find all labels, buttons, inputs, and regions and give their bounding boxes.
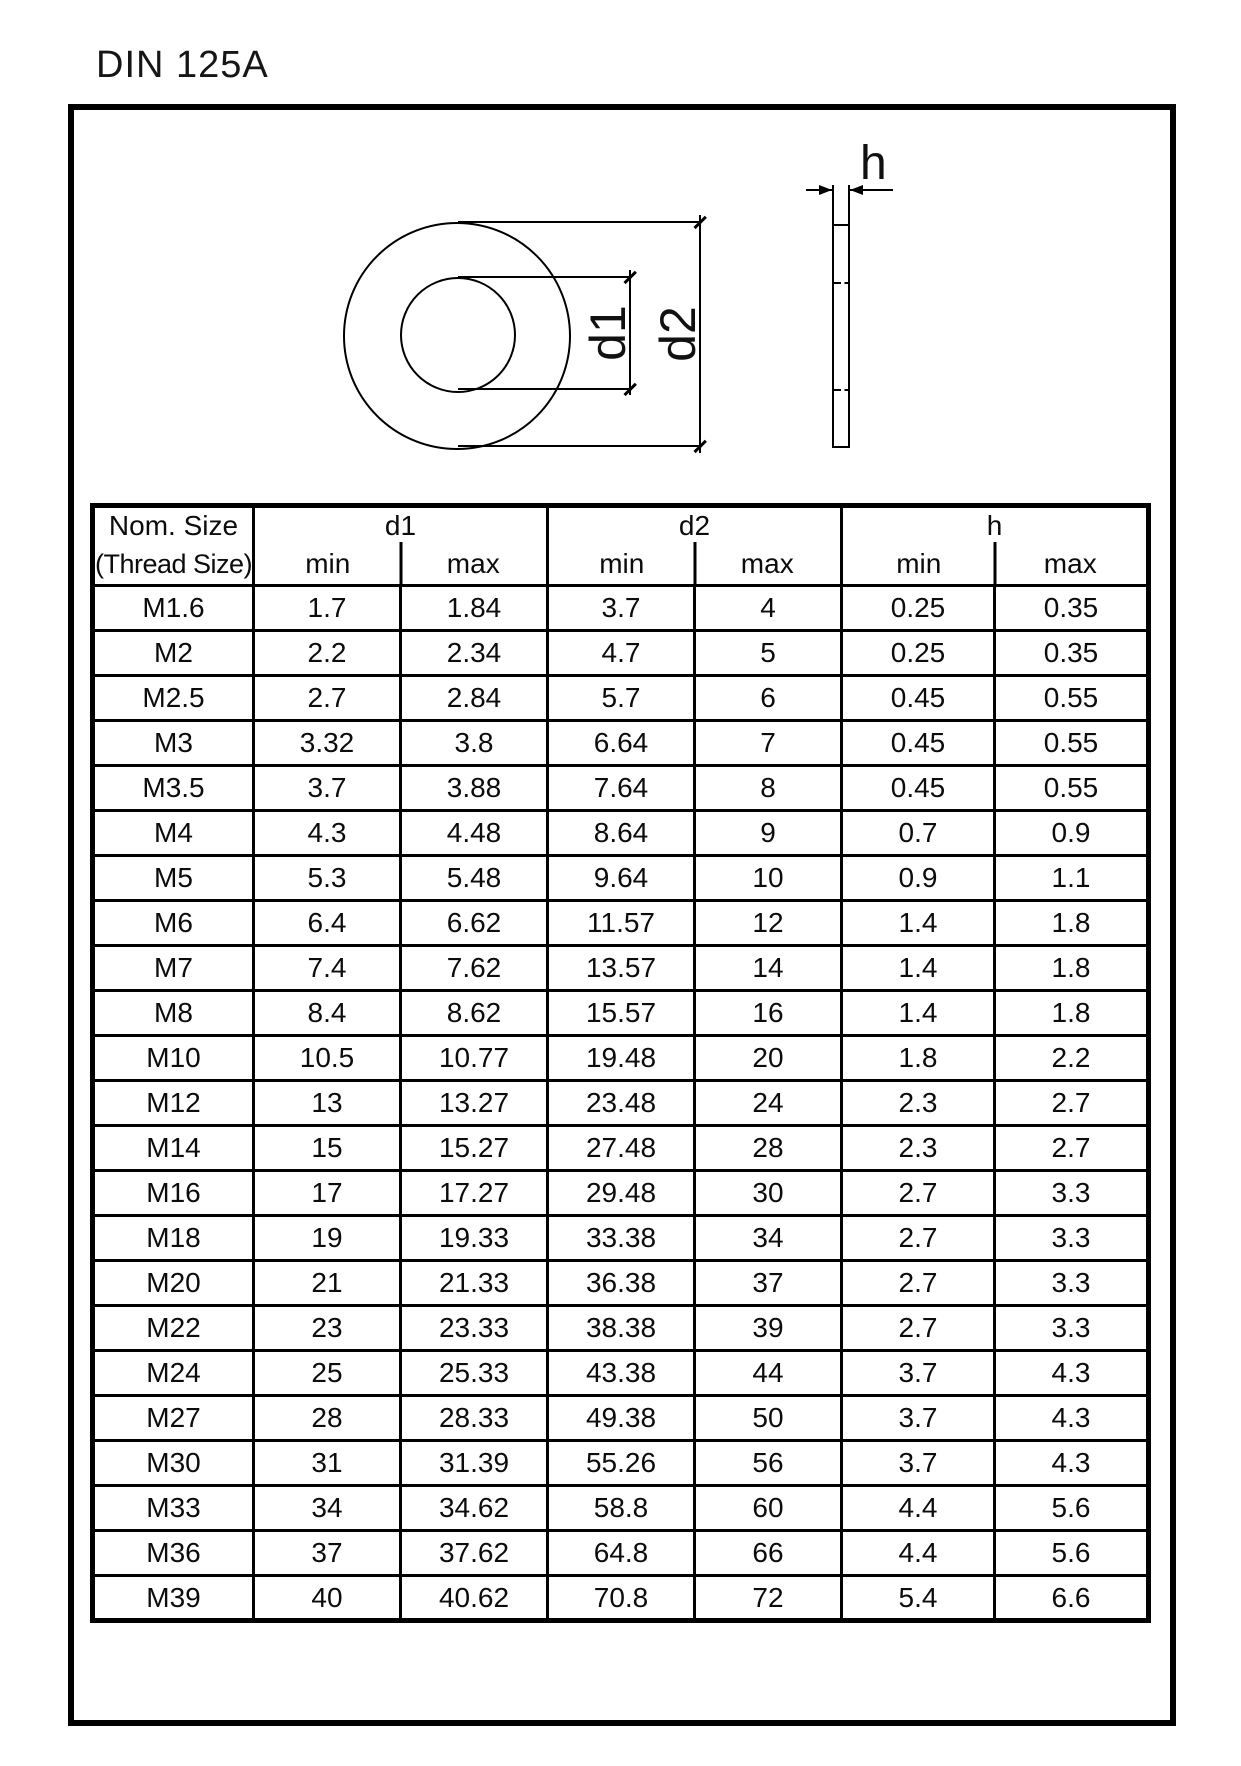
value-cell: 5 [695,631,842,676]
value-cell: 17 [254,1171,401,1216]
table-row [93,1261,1149,1306]
value-cell: 1.8 [842,1036,995,1081]
value-cell: 10 [695,856,842,901]
d2-label: d2 [650,306,706,362]
nom-size-line1: Nom. Size [108,510,239,541]
value-cell: 2.7 [995,1126,1149,1171]
value-cell: 6.62 [401,901,548,946]
page-title: DIN 125A [96,44,269,86]
value-cell: 1.4 [842,901,995,946]
value-cell: 1.4 [842,991,995,1036]
inner-hole-circle [400,277,516,393]
table-row [93,766,1149,811]
value-cell: 4.3 [995,1351,1149,1396]
thread-size-cell: M27 [93,1396,254,1441]
value-cell: 8.62 [401,991,548,1036]
thread-size-cell: M1.6 [93,586,254,631]
thread-size-cell: M3 [93,721,254,766]
value-cell: 24 [695,1081,842,1126]
value-cell: 4.4 [842,1486,995,1531]
table-row [93,1531,1149,1576]
value-cell: 6.6 [995,1576,1149,1621]
h-label: h [860,137,887,190]
value-cell: 25.33 [401,1351,548,1396]
value-cell: 1.7 [254,586,401,631]
value-cell: 3.3 [995,1261,1149,1306]
hidden-hole-line [832,389,850,391]
group-label-d2: d2 [678,510,711,541]
d2-extension-line-bottom [458,445,702,447]
value-cell: 4.3 [995,1396,1149,1441]
value-cell: 58.8 [548,1486,695,1531]
table-row [93,676,1149,721]
side-view-bottom-face [832,446,850,448]
value-cell: 15.57 [548,991,695,1036]
value-cell: 0.9 [995,811,1149,856]
subheader-min: min [305,548,351,579]
value-cell: 28.33 [401,1396,548,1441]
value-cell: 19.33 [401,1216,548,1261]
value-cell: 39 [695,1306,842,1351]
value-cell: 2.34 [401,631,548,676]
value-cell: 15.27 [401,1126,548,1171]
min-max-divider [399,542,402,584]
header-nom-size [93,506,254,586]
value-cell: 2.2 [995,1036,1149,1081]
subheader-min: min [896,548,942,579]
value-cell: 7.62 [401,946,548,991]
value-cell: 11.57 [548,901,695,946]
value-cell: 60 [695,1486,842,1531]
thread-size-cell: M7 [93,946,254,991]
thread-size-cell: M22 [93,1306,254,1351]
thread-size-cell: M8 [93,991,254,1036]
table-row [93,1171,1149,1216]
table-row [93,1126,1149,1171]
value-cell: 72 [695,1576,842,1621]
thread-size-cell: M20 [93,1261,254,1306]
table-row [93,1486,1149,1531]
value-cell: 44 [695,1351,842,1396]
value-cell: 55.26 [548,1441,695,1486]
table-row [93,1081,1149,1126]
hidden-hole-line [832,282,850,284]
thread-size-cell: M12 [93,1081,254,1126]
min-max-divider [693,542,696,584]
thread-size-cell: M36 [93,1531,254,1576]
value-cell: 29.48 [548,1171,695,1216]
value-cell: 9.64 [548,856,695,901]
table-row [93,946,1149,991]
value-cell: 38.38 [548,1306,695,1351]
value-cell: 30 [695,1171,842,1216]
value-cell: 0.7 [842,811,995,856]
value-cell: 3.3 [995,1171,1149,1216]
value-cell: 3.3 [995,1216,1149,1261]
thread-size-cell: M2 [93,631,254,676]
value-cell: 31.39 [401,1441,548,1486]
table-row [93,1396,1149,1441]
value-cell: 9 [695,811,842,856]
value-cell: 6 [695,676,842,721]
table-row [93,1351,1149,1396]
table-row [93,1576,1149,1621]
spec-table-body [93,586,1149,1621]
subheader-max: max [446,548,500,579]
value-cell: 23.48 [548,1081,695,1126]
value-cell: 2.7 [842,1171,995,1216]
value-cell: 0.25 [842,586,995,631]
thread-size-cell: M6 [93,901,254,946]
subheader-min: min [599,548,645,579]
value-cell: 37 [695,1261,842,1306]
value-cell: 0.55 [995,721,1149,766]
value-cell: 33.38 [548,1216,695,1261]
value-cell: 3.7 [842,1351,995,1396]
table-row [93,1441,1149,1486]
value-cell: 12 [695,901,842,946]
value-cell: 34 [254,1486,401,1531]
thread-size-cell: M10 [93,1036,254,1081]
value-cell: 0.9 [842,856,995,901]
table-row [93,991,1149,1036]
subheader-max: max [1043,548,1097,579]
value-cell: 0.45 [842,676,995,721]
value-cell: 3.8 [401,721,548,766]
value-cell: 2.84 [401,676,548,721]
value-cell: 40 [254,1576,401,1621]
value-cell: 14 [695,946,842,991]
value-cell: 3.32 [254,721,401,766]
d1-label: d1 [580,305,636,361]
value-cell: 2.7 [842,1306,995,1351]
thread-size-cell: M39 [93,1576,254,1621]
value-cell: 56 [695,1441,842,1486]
value-cell: 50 [695,1396,842,1441]
value-cell: 2.7 [995,1081,1149,1126]
value-cell: 3.7 [842,1441,995,1486]
value-cell: 4 [695,586,842,631]
value-cell: 4.7 [548,631,695,676]
subheader-max: max [740,548,794,579]
value-cell: 37.62 [401,1531,548,1576]
value-cell: 5.4 [842,1576,995,1621]
value-cell: 1.8 [995,901,1149,946]
value-cell: 34.62 [401,1486,548,1531]
value-cell: 1.8 [995,946,1149,991]
value-cell: 13.57 [548,946,695,991]
value-cell: 43.38 [548,1351,695,1396]
thread-size-cell: M16 [93,1171,254,1216]
thread-size-cell: M18 [93,1216,254,1261]
value-cell: 4.3 [254,811,401,856]
value-cell: 4.4 [842,1531,995,1576]
table-row [93,1306,1149,1351]
table-row [93,856,1149,901]
value-cell: 6.4 [254,901,401,946]
value-cell: 2.3 [842,1081,995,1126]
side-view-top-face [832,224,850,226]
value-cell: 49.38 [548,1396,695,1441]
value-cell: 5.48 [401,856,548,901]
thread-size-cell: M24 [93,1351,254,1396]
value-cell: 34 [695,1216,842,1261]
value-cell: 1.1 [995,856,1149,901]
value-cell: 25 [254,1351,401,1396]
header-group-d2 [548,506,842,586]
value-cell: 1.8 [995,991,1149,1036]
header-group-d1 [254,506,548,586]
value-cell: 1.4 [842,946,995,991]
value-cell: 2.7 [842,1216,995,1261]
value-cell: 19 [254,1216,401,1261]
value-cell: 16 [695,991,842,1036]
value-cell: 6.64 [548,721,695,766]
value-cell: 37 [254,1531,401,1576]
value-cell: 7.4 [254,946,401,991]
value-cell: 3.7 [254,766,401,811]
value-cell: 0.45 [842,766,995,811]
thread-size-cell: M33 [93,1486,254,1531]
value-cell: 70.8 [548,1576,695,1621]
value-cell: 17.27 [401,1171,548,1216]
value-cell: 36.38 [548,1261,695,1306]
value-cell: 3.7 [548,586,695,631]
value-cell: 19.48 [548,1036,695,1081]
value-cell: 3.88 [401,766,548,811]
value-cell: 2.7 [842,1261,995,1306]
table-row [93,811,1149,856]
dimension-table [90,503,1151,1623]
value-cell: 13.27 [401,1081,548,1126]
value-cell: 7.64 [548,766,695,811]
value-cell: 7 [695,721,842,766]
value-cell: 3.3 [995,1306,1149,1351]
value-cell: 4.3 [995,1441,1149,1486]
value-cell: 0.35 [995,631,1149,676]
value-cell: 21.33 [401,1261,548,1306]
value-cell: 2.2 [254,631,401,676]
value-cell: 5.3 [254,856,401,901]
table-row [93,901,1149,946]
thread-size-cell: M5 [93,856,254,901]
min-max-divider [993,542,996,584]
arrowhead-right-icon [819,185,832,195]
value-cell: 1.84 [401,586,548,631]
thread-size-cell: M2.5 [93,676,254,721]
nom-size-line2: (Thread Size) [95,548,253,579]
value-cell: 23 [254,1306,401,1351]
value-cell: 28 [254,1396,401,1441]
value-cell: 4.48 [401,811,548,856]
value-cell: 0.55 [995,676,1149,721]
header-group-h [842,506,1149,586]
value-cell: 0.25 [842,631,995,676]
value-cell: 23.33 [401,1306,548,1351]
value-cell: 21 [254,1261,401,1306]
thread-size-cell: M14 [93,1126,254,1171]
d2-extension-line-top [458,221,702,223]
value-cell: 5.6 [995,1531,1149,1576]
table-row [93,586,1149,631]
value-cell: 10.5 [254,1036,401,1081]
value-cell: 0.55 [995,766,1149,811]
value-cell: 3.7 [842,1396,995,1441]
value-cell: 10.77 [401,1036,548,1081]
value-cell: 5.6 [995,1486,1149,1531]
value-cell: 5.7 [548,676,695,721]
value-cell: 66 [695,1531,842,1576]
value-cell: 27.48 [548,1126,695,1171]
value-cell: 0.35 [995,586,1149,631]
value-cell: 2.7 [254,676,401,721]
d1-extension-line-bottom [458,388,632,390]
value-cell: 0.45 [842,721,995,766]
table-row [93,1216,1149,1261]
table-row [93,1036,1149,1081]
group-label-d1: d1 [384,510,417,541]
value-cell: 13 [254,1081,401,1126]
group-label-h: h [986,510,1003,541]
value-cell: 15 [254,1126,401,1171]
value-cell: 2.3 [842,1126,995,1171]
thread-size-cell: M3.5 [93,766,254,811]
d1-extension-line-top [458,276,632,278]
value-cell: 64.8 [548,1531,695,1576]
thread-size-cell: M4 [93,811,254,856]
thread-size-cell: M30 [93,1441,254,1486]
table-header [93,506,1149,586]
value-cell: 28 [695,1126,842,1171]
table-row [93,631,1149,676]
table-row [93,721,1149,766]
value-cell: 20 [695,1036,842,1081]
value-cell: 8 [695,766,842,811]
value-cell: 8.4 [254,991,401,1036]
value-cell: 40.62 [401,1576,548,1621]
value-cell: 31 [254,1441,401,1486]
value-cell: 8.64 [548,811,695,856]
